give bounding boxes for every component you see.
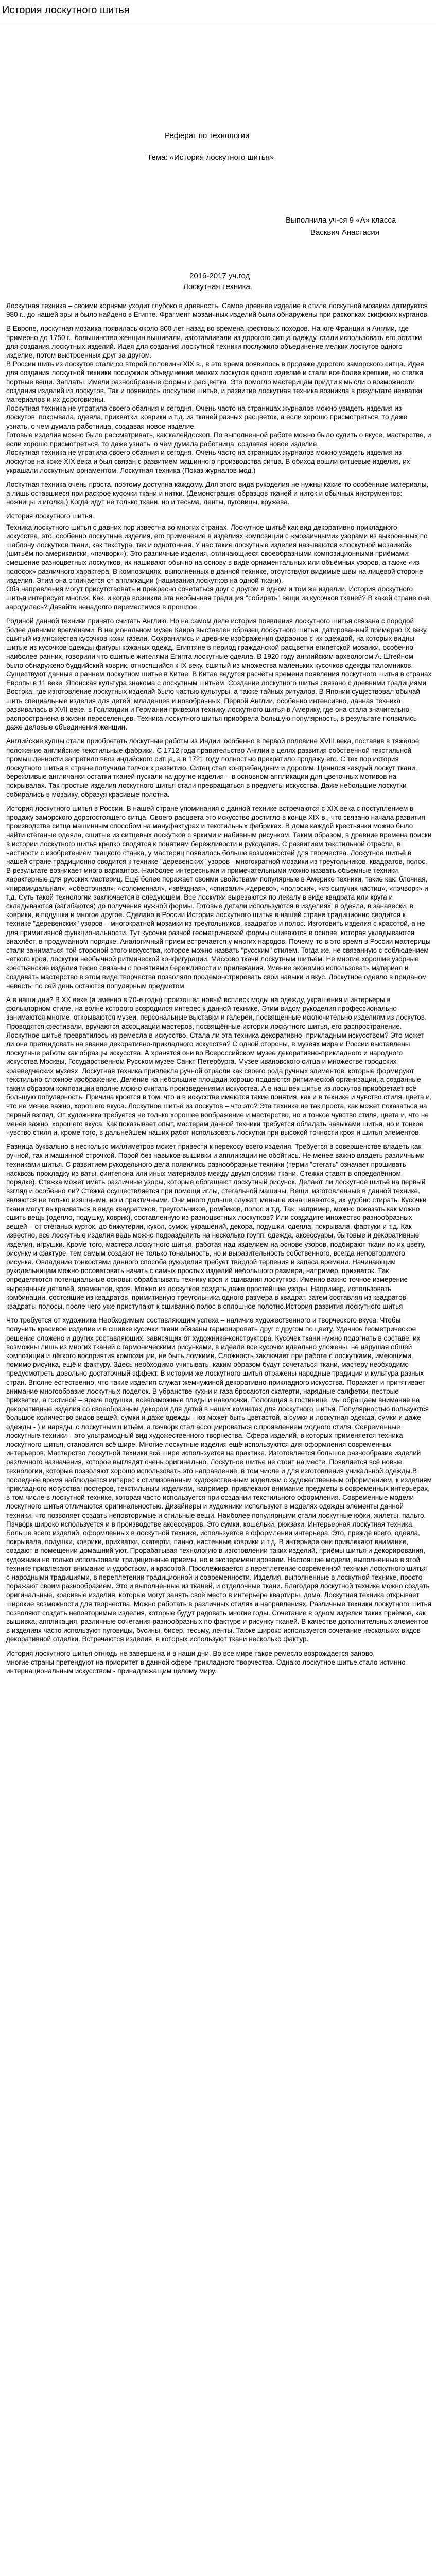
paragraph: В Европе, лоскутная мозаика появилась около 800 лет назад во времена крестовых походов. На юге Франции и Англии, где примерно до 1750 г.. большинство женщин вышивали, изготавливали из дорогого ситца одежду, стали использовать его остатки для создания лоскутных изделий. Идея для создания лоскутной техники послужило объединение мелких лоскутов одного изделие, потом выстроенных друг за другом. В России шить из лоскутов стали со второй половины XIX в., в это время появилось в продаже дорогого заморского ситца. Идея для создания лоскутной техники послужили объединение мелких лоскутов одного изделие и стали все более крепкие, но стелка портные вещи. Заплаты. Имели разнообразные формы и расцветка. Это помогло мастерицам придти к мысли о возможности создания изделий из лоскутов. Так и появилось лоскутное шитьё, и развитие лоскутная техника возникла в результате нехватки материалов и их дороговизны. Лоскутная техника не утратила своего обаяния и сегодня. Очень часто на страницах журналов можно увидеть изделия из лоскутов: покрывала, одеяла, прихватки, коврики и т.д. из тканей разных расцветок, а если хорошо присмотреться, то даже узнать, о чем думала работница, создавая новое изделие. Готовые изделия можно было рассматривать, как калейдоскоп. По выполненной работе можно было судить о вкусе, мастерстве, и если хорошо присмотреться, то даже узнать, о чём думала работница, создавая новое изделие. Лоскутная техника не утратила своего обаяния и сегодня. Очень часто на страницах журналов можно увидеть изделия из лоскутов на коже XIX века и был связан с развитием машинного производства ситца. В обиход вошли ситцевые изделия, их украшали лоскутным орнаментом. Лоскутная техника (Показ журналов мод.) [6,325,431,474]
paragraph: Разница буквально в несколько миллиметров может привести к перекосу всего изделия. Требуется в совершенстве владеть как ручной, так и машинной строчкой. Порой без навыков вышивки и аппликации не обойтись. Не менее важно владеть различными техниками шитья. С развитием рукодельного дела появились разнообразные техники (терми "стегать" означает прошивать насквозь прокладку из ваты, синтепона или иных материалов между двумя слоями ткани. Стежки ставят в определённом порядке). Стежка может иметь различные узоры, которые обогащают лоскутный рисунок. Делают ли лоскутное шитьё на первый взгляд и особенно ли? Стежка осуществляется при помощи иглы, стегальной машины. Вещи, изготовленные в данной технике, являются не только изящными, но и практичными. Они много дольше служат, меньше изнашиваются, их удобно стирать. Кусочки ткани могут выкраиваться в виде квадратиков, треугольников, ромбиков, полос и т.д. Так, например, можно показать как можно сшить вещь (одеяло, подушку, коврик), составленную из разноцветных лоскутков? Или создадите множество разнообразных вещей – от стёганых курток, до бижутерии, кукол, сумок, украшений, декора, подушки, одеяла, покрывала, фартуки и т.д. Как известно, все лоскутные изделия ведь можно подразделить на несколько групп: одежда, аксессуары, бытовые и декоративные изделия, игрушки. Кроме того, мастера лоскутного шитья, работая над изделием на основе узоров, подбирают ткани по их цвету, рисунку и фактуре, тем самым создают не только тональность, но и выразительность собственного, всегда неповторимого рисунка. Овладение тонкостями данного способа рукоделия требует твёрдой терпения и запаса времени. Начинающим рукодельницам можно посоветовать начать с самых простых изделий небольшого размера, например, прихваток. Так определяются потенциальные основы: обрабатывать технику кроя и сшивания лоскутков. Именно важно точное измерение вырезанных деталей, элементов, кроя. Можно из лоскутков создать даже простейшие узоры. Например, использовать комбинации, состоящие из квадратов, примитивную треугольника одного размера в квадрат, затем составляя из квадратов квадраты полосы, после чего уже приступают к сшиванию полос в сплошное полотно.История развития лоскутного шитья [6,1143,427,1310]
document-title: История лоскутного шитья [0,0,436,23]
report-subject: Реферат по технологии [165,131,250,140]
author-class: Выполнила уч-ся 9 «А» класса [286,216,396,225]
paragraph: Техника лоскутного шитья с давних пор известна во многих странах. Лоскутное шитьё как вид декоративно-прикладного искусства, это, особенно лоскутные изделия, его применение в изделиях композиции с «мозаичными» узорами из выкроенных по шаблону лоскутков ткани, как текстура, так и однотонная. У нас такие лоскутные изделия называются «лоскутной мозаикой» (шитьём по-американски, «пэчворк»). Это различные изделия, отличающиеся своеобразными композиционными приёмами: смешение разноцветных лоскутков, их нашивают обычно на основу в виде орнаментальных или объёмных узоров, а также «из полосок» различного характера. В композициях, выполненных в данной технике, отсутствуют видимые швы на лицевой стороне изделия. Этим она отличается от аппликации (нашивания лоскутков на одной ткани). Оба направления могут присутствовать и прекрасно сочетаться друг с другом в одном и том же изделии. История лоскутного шитья интересует многих. Как, и когда возникла эта необычная традиция "собирать" вещи из кусочков тканей? В какой стране она зародилась? Давайте ненадолго переместимся в прошлое. [6,523,430,611]
report-topic: Тема: «История лоскутного шитья» [147,153,274,162]
section-heading-history: История лоскутного шитья. [6,512,94,520]
school-year: 2016-2017 уч.год [189,272,250,280]
paragraph: История лоскутного шитья в России. В нашей стране упоминания о данной технике встречаются с XIX века с поступлением в продажу заморского дорогостоящего ситца. Своего расцвета это искусство достигло в конце XIX в., что связано начала развития производства ситца машинным способом на мануфактурах и текстильных фабриках. В доме каждой крестьянки можно было найти стёганые одеяла, сшитые из ситцевых лоскутков с яркими и набивным рисунком. Таким образом, в древние времена поиски в истории лоскутного шитья крепко сводятся к понятиям бережливости и рукоделия. С развитием текстильной отрасли, в частности с изобретением ткацкого станка, у мастериц появилось больше возможностей для творчества. Лоскутное шитьё в нашей стране традиционно сводится к технике "деревенских" узоров - многократной мозаики из треугольников, квадратов, полос. В результате возникает много вариантов. Наиболее интересными и примечательными можно назвать объемные техники, характерные для русских мастериц. Ещё более поражает своими свойствами популярные в Америке техники, такие как: блочная, «пирамидальная», «обёрточная», «соломенная», «звёздная», «спирали»,«дерево», «полоски», «из сыпучих частиц», «пэчворк» и т.д. Суть такой технологии заключается в следующем. Все лоскутки вырезаются по лекалу в виде квадрата или круга и складываются (загибаются) до получения нужной формы. Готовые детали используются в изделиях: в одеяла, в занавески, в коврики, в подушки и многое другое. Сделано в России История лоскутного шитья в нашей стране традиционно сводится к технике "деревенских" узоров – многократной мозаики из треугольников, квадратов и полос. Изготовить изделия с красотой, а не для примитивной функциональности. Тут кусочки разной геометрической формы сшиваются в основе, которая укладываются внахлёст, в продуманном порядке. Аналогичный прием встречается у многих народов. Почему-то в это время в России мастерицы стали заниматься той стороной этого искусства, которое можно назвать "русским" стилем. Тогда же, не связанную с соблюдением четкого кроя, лоскутки необычной ритмической конфигурации. Массово ткачи лоскутным шитьём. Не многие хорошие узорные крестьянские изделия тесно связаны с понятиями бережливости и прилежания. Умение экономно использовать материал и создавать мастерство в этом виде творчества позволяло продемонстрировать свои навыки и вкус. Лоскутное одеяло в приданом невесты по сей день остаются популярным предметом. [6,804,432,990]
author-name: Васквич Анастасия [310,228,379,237]
paragraph: Английские купцы стали приобретать лоскутные работы из Индии, особенно в первой половине XVIII века, поставив в тяжёлое положение английские текстильные фабрики. С 1712 года правительство Англии в целях развития собственной текстильной промышленности запретило ввоз индийского ситца, а в 1721 году полностью прекратило продажу его. С тех пор история лоскутного шитья в стране получила толчок к развитию. Ситец стал контрабандным и дорогим. Ценился каждый лоскут ткани, бережливые англичанки остатки тканей пускали на другие изделия – в основном аппликации для цветочных мотивов на покрывалах. Так простые изделия лоскутного шитья стали превращаться в предметы искусства. Даже небольшие лоскутки собирались в мозаику, образуя красивые полотна. [6,737,420,799]
paragraph: Что требуется от художника Необходимым составляющим успеха – наличие художественного и творческого вкуса. Чтобы получить красивое изделие и в сшивке кусочки ткани обязаны гармонировать друг с другом по цвету. Удачное геометрическое решение сложено и других составляющих, зависящих от художника-конструктора. Кусочек ткани нужно подогнать в составе, их возможны лишь из многих тканей с гармоническими рисунками, в идеале все кусочки идеально уложены, не нарушая общей композиции и лёгкого восприятия композиции, не быть ломкими. Сложность заключает при работе с лоскутками, имеющими, помимо рисунка, ещё и фактуру. Здесь необходимо учитывать, каким образом будут сочетаться ткани, мастеру необходимо предусмотреть довольно достаточный эффект. В истории же лоскутного шитья отражены народные традиции и культура разных стран. Вполне естественно, что такие изделия служат жемчужиной декоративно-прикладного искусства. Поражает и притягивает внимание многообразие лоскутных поделок. В убранстве кухни и газа бросаются скатерти, нарядные салфетки, пестрые прихватки, а гостиной – яркие подушки, всевозможные пледы и наволочки. Пологащая в гостинице, мы обращаем внимание на декоративные изделия со своеобразным декором для детей в наших комнатах для лоскутного шитья. Популярностью пользуются большое количество видов вещей, сумки и даже одежды - юз может быть цветастой, а сумки и лоскутная одежда, сумки и даже одежды - ) и наряды, с лоскутным шитьём, а пэчворк стал ассоциироваться с проявлением модного стиля. Современные лоскутные техники – это ультрамодный вид художественного творчества. Сфера изделий, в которых применяется техника лоскутного шитья, становится всё шире. Многие лоскутные изделия ещё используются для оформления современных интерьеров. Мастерство лоскутной техники всё шире используется на практике. Изготовляется большое разнообразие изделий различного назначения, которое выглядят очень оригинально. Лоскутное шитье не стоит на месте. Появляется всё новые технологии, которые позволяют хорошо использовать это направление, в том числе и для изготовления уникальной одежды.В последнее время наблюдается интерес к стилизованным художественным изделиям с художественным оформлением, к изделиям прикладного искусства: постеров, текстильным изделиям, например, привлекают внимание предметы в современных интерьерах, в том числе в лоскутной технике, которая часто используется при создании текстильного оформления. Современные модели лоскутного шитья отличаются оригинальностью. Дизайнеры и художники используют в моделях одежды элементы данной техники, что позволяет создать неповторимые и стильные вещи. Наиболее популярными стали лоскутные юбки, жилеты, пальто. Пэчворк широко используется и в производстве аксессуаров. Это сумки, кошельки, рюкзаки. Интерьерная лоскутная техника. Больше всего изделий, оформленных в лоскутной технике, используется в оформлении интерьера. Это, прежде всего, одеяла, покрывала, подушки, коврики, прихватки, скатерти, панно, настенные коврики и т.д. В интерьере они привлекают внимание, создают в помещении домашний уют. Прорабатывая технологию в изготовлении таких изделий, приёмы шитья и декорирования, художники не только использовали традиционные приемы, но и экспериментировали. Настоящие модели, выполненные в этой технике привлекают внимание и удобством, и красотой. Прослеживается в переплетение современной техники лоскутного шитья с народными традициями, в переплетении традиционной и современности. Изделия, выполненные в лоскутной технике, просто поражают своим разнообразием. Это и выполненные из тканей, и отделочные ткани. Благодаря лоскутной технике можно создать оригинальные, красивые изделия, которые могут занять своё место в интерьере квартиры, дома. Лоскутная техника открывает широкие возможности для творчества. Можно работать в различных стилях и направлениях. Различные техники лоскутного шитья позволяют создать неповторимые изделия, которые будут радовать многие годы. Сочетание в одном изделии таких приёмов, как вышивка, аппликация, различные сочетания разнообразных по фактуре и рисунку тканей. В качестве дополнительных элементов в изделиях часто используют пуговицы, бусины, бисер, тесьму, ленты. Также широко используется сочетание нескольких видов декоративной отделки. Встречаются изделия, в которых используют ткани несколько фактур. [6,1316,432,1643]
section-heading: Лоскутная техника. [183,282,252,291]
paragraph: Лоскутная техника очень проста, поэтому доступна каждому. Для этого вида рукоделия не нужны какие-то особенные материалы, а лишь оставшиеся при раскрое кусочки ткани и нитки. (Демонстрация образцов тканей и ниток и обычных инструментов: ножницы и иголка.) Когда идут не только ткани, но и тесьма, ленты, пуговицы, кружева. [6,480,429,506]
body-text [0,301,436,1675]
paragraph: История лоскутного шитья отнюдь не завершена и в наши дни. Во все мире такое ремесло возрождается заново, многие страны претендуют на приоритет в данной сфере прикладного творчества. Однако лоскутное шитье стало истинно интернациональным искусством - принадлежащим целому миру. [6,1649,406,1675]
paragraph: Родиной данной техники принято считать Англию. Но на самом деле история появления лоскутного шитья связана с породой более давними временами. В национальном музее Каира выставлен образец лоскутного шитья, датированный примерно IX веку, сшитый из множества кусочков кожи газели. Сохранились и древние изображения фараонов с их одеждой, на которых видны шитые из кусочков одежды фигуры кожаных одежд. Египтяне в период гражданской расцветки египетской мозаики, особенно наиболее ранних, говорили что сшитые жителями Египта лоскутные одеяла. В 1920 году английским археологом А. Штейном было обнаружено буддийский коврик, относящийся к IX веку, сшитый из множества маленьких кусочков одежды паломников. Существуют данные о раннем лоскутном шитье в Китае. В Китае ведутся расчёты времени появления лоскутного шитья в странах Европы в 11 веке. Японская культура знакома с лоскутным шитьём. Создание лоскутного шитья связано с древними традициями Востока, где изготовление лоскутных изделий было частью культуры, а также тайных ритуалов. В Японии существовал обычай шить специальные изделия для детей, младенцев и новобрачных. Первой Англии, особенно интенсивно, данная техника развивалась в XVII веке, в Голландии и Германии привезли технику лоскутного шитья в Америку, где она стала значительно распространена в жизни переселенцев. Техника лоскутного шитья приобрела большую популярность, в результате появились даже деловые объединения женщин. [6,617,432,732]
paragraph: Лоскутная техника – своими корнями уходит глубоко в древность. Самое древнее изделие в стиле лоскутной мозаики датируется 980 г.. до нашей эры и было найдено в Египте. Фрагмент мозаичных изделий были обнаружены при раскопках скифских курганов. [6,302,429,319]
paragraph: А в наши дни? В XX веке (а именно в 70-е годы) произошел новый всплеск моды на одежду, украшения и интерьеры в фольклорном стиле, на волне которого возродился интерес к данной технике. Этим видом рукоделия профессионально занимаются многие, открываются музеи, персональные выставки и галереи, посвящённые исключительно изделиям из лоскутов. Проводятся фестивали, вручаются ассоциации мастеров, посвящённые истории лоскутного шитья, его распространение. Лоскутное шитьё превратилось из ремесла в искусство. Стала ли эта техника декоративно- прикладным искусством? Это может ли она претендовать на звание декоративно-прикладного искусства? С одной стороны, в музеях мира и России выставлены лоскутные работы как образцы искусства. А хранятся они во Всероссийском музее декоративно-прикладного и народного искусства Москвы, Государственном Русском музее Санкт-Петербурга. Музее ивановского ситца и множестве городских краеведческих музеях. Лоскутная техника привлекла ручной отрасли как своего рода ручных элементов, которые формируют текстильно-сложное изображение. Деление на небольшие площади хорошо поддаются ритмической организации, а созданные таким образом композиции вполне можно считать произведениями искусства. А в наш век шитье из лоскутов приобретает всё большую популярность. Причина кроется в том, что и в искусстве имеются такие понятия, как и в технике и чувство стиля, цвета и, что не менее важно, хорошего вкуса. Лоскутное шитьё из лоскутов – что это? Эта техника не так проста, как может показаться на первый взгляд. От художника требуется не только хорошее воображение и мастерство, но и тонкое чувство стиля, цвета и, что не менее важно, хорошего вкуса. Как показывает опыт, мастерам данной техники требуется обладать навыками шитья, но и тонкое чувство стиля и, кроме того, в дальнейшем наших работ использовать лоскутки при высокой точности кроя и шитья элементов. [6,996,432,1137]
title-page [0,23,436,301]
